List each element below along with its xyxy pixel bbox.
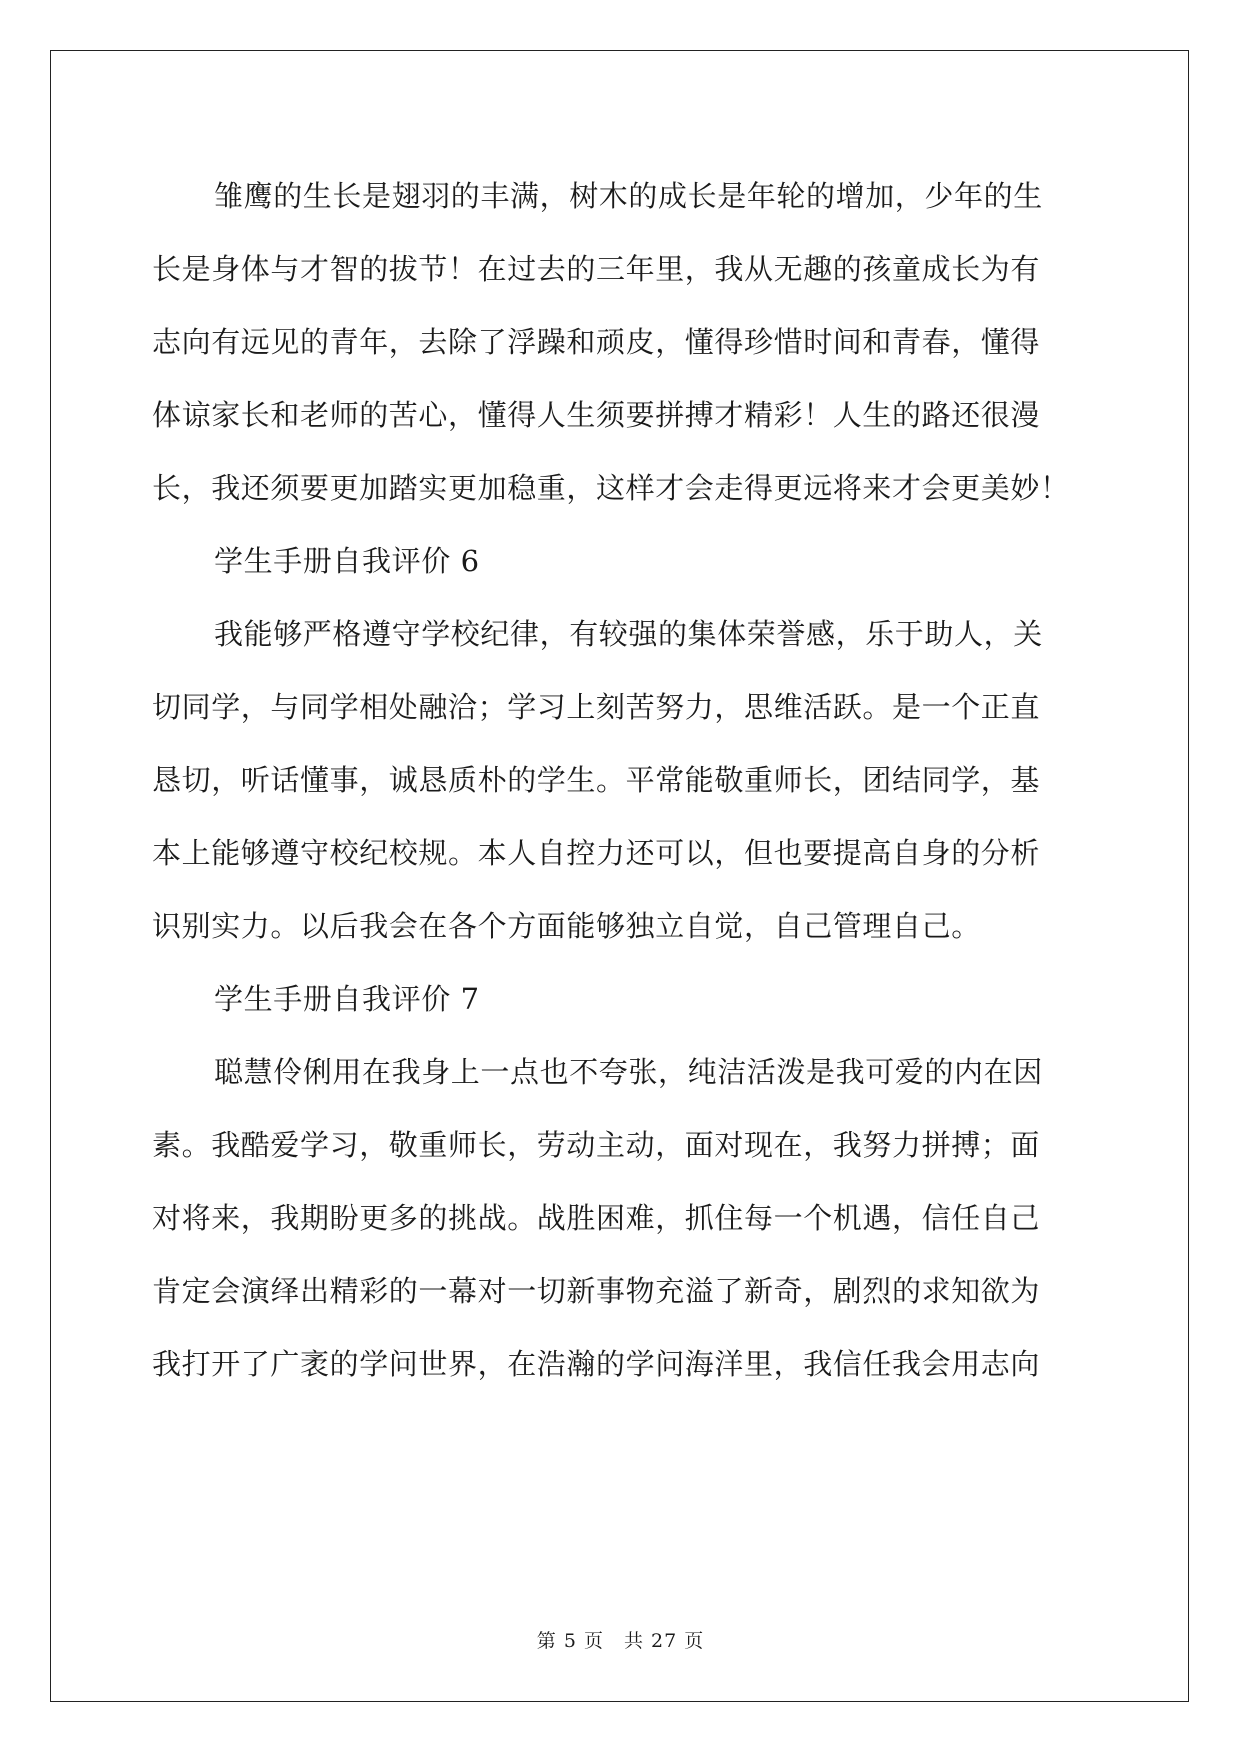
paragraph-line: 体谅家长和老师的苦心，懂得人生须要拼搏才精彩！人生的路还很漫 — [152, 398, 1041, 432]
paragraph-line: 肯定会演绎出精彩的一幕对一切新事物充溢了新奇，剧烈的求知欲为 — [152, 1274, 1041, 1308]
paragraph-line: 我打开了广袤的学问世界，在浩瀚的学问海洋里，我信任我会用志向 — [152, 1347, 1041, 1381]
paragraph-line: 我能够严格遵守学校纪律，有较强的集体荣誉感，乐于助人，关 — [214, 617, 1043, 651]
paragraph-line: 雏鹰的生长是翅羽的丰满，树木的成长是年轮的增加，少年的生 — [214, 179, 1043, 213]
paragraph-line: 聪慧伶俐用在我身上一点也不夸张，纯洁活泼是我可爱的内在因 — [214, 1055, 1043, 1089]
page-total: 共 27 页 — [623, 1630, 705, 1652]
paragraph-line: 切同学，与同学相处融洽；学习上刻苦努力，思维活跃。是一个正直 — [152, 690, 1041, 724]
section-heading: 学生手册自我评价 6 — [214, 544, 480, 578]
paragraph-line: 长是身体与才智的拔节！在过去的三年里，我从无趣的孩童成长为有 — [152, 252, 1041, 286]
paragraph-line: 素。我酷爱学习，敬重师长，劳动主动，面对现在，我努力拼搏；面 — [152, 1128, 1041, 1162]
paragraph-line: 长，我还须要更加踏实更加稳重，这样才会走得更远将来才会更美妙！ — [152, 471, 1070, 505]
paragraph-line: 识别实力。以后我会在各个方面能够独立自觉，自己管理自己。 — [152, 909, 981, 943]
page-number: 第 5 页 — [536, 1630, 604, 1652]
paragraph-line: 对将来，我期盼更多的挑战。战胜困难，抓住每一个机遇，信任自己 — [152, 1201, 1041, 1235]
paragraph-line: 志向有远见的青年，去除了浮躁和顽皮，懂得珍惜时间和青春，懂得 — [152, 325, 1041, 359]
paragraph-line: 恳切，听话懂事，诚恳质朴的学生。平常能敬重师长，团结同学，基 — [152, 763, 1041, 797]
section-heading: 学生手册自我评价 7 — [214, 982, 480, 1016]
paragraph-line: 本上能够遵守校纪校规。本人自控力还可以，但也要提高自身的分析 — [152, 836, 1041, 870]
document-body — [152, 160, 1090, 1401]
page-footer — [0, 1626, 1241, 1653]
